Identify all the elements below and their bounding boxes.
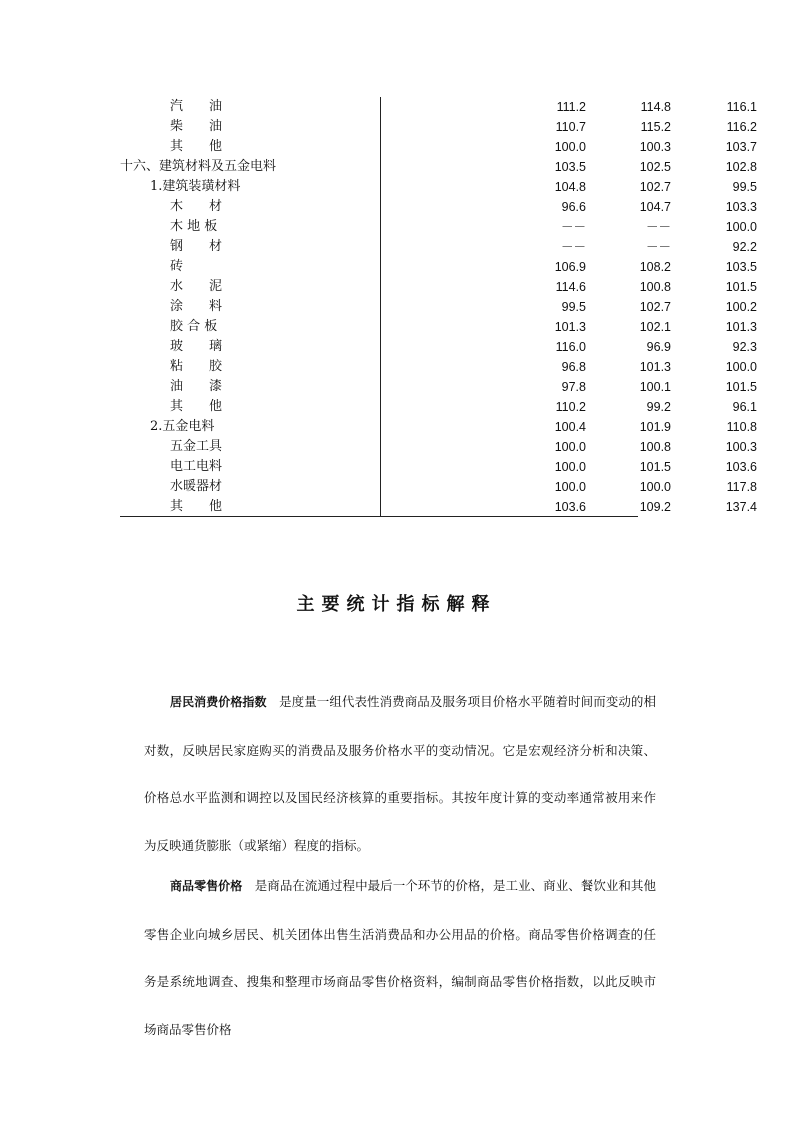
row-value: 114.6 <box>555 280 586 294</box>
row-value: 96.6 <box>561 200 586 214</box>
table-row <box>120 317 757 337</box>
table-row <box>120 497 757 517</box>
row-value: 103.6 <box>554 500 586 514</box>
row-value: 100.3 <box>725 440 757 454</box>
row-value: 100.0 <box>725 360 757 374</box>
row-label: 玻 璃 <box>170 339 223 354</box>
table-row <box>120 337 757 357</box>
table-row <box>120 477 757 497</box>
row-label: 钢 材 <box>170 239 223 254</box>
row-label: 砖 <box>170 259 184 274</box>
table-row <box>120 157 757 177</box>
row-value: 100.0 <box>554 460 586 474</box>
row-value: 100.8 <box>639 440 671 454</box>
table-row <box>120 377 757 397</box>
row-value: 109.2 <box>639 500 671 514</box>
row-label: 油 漆 <box>170 379 223 394</box>
row-value: 110.2 <box>555 400 586 414</box>
row-value: 101.3 <box>725 320 757 334</box>
row-value: 100.1 <box>639 380 671 394</box>
row-label: 2.五金电料 <box>150 419 215 434</box>
row-label: 电工电料 <box>170 459 223 474</box>
row-value: 102.7 <box>639 180 671 194</box>
row-value: 103.6 <box>725 460 757 474</box>
table-bottom-rule <box>120 516 638 517</box>
table-row <box>120 437 757 457</box>
table-row <box>120 357 757 377</box>
table-row <box>120 177 757 197</box>
row-value: 103.3 <box>725 200 757 214</box>
row-value: 103.5 <box>554 160 586 174</box>
row-value: 108.2 <box>639 260 671 274</box>
definition-text: 是商品在流通过程中最后一个环节的价格，是工业、商业、餐饮业和其他零售企业向城乡居民、机关团体出售生活消费品和办公用品的价格。商品零售价格调查的任务是系统地调查、搜集和整理市场商品零售价格资料，编制商品零售价格指数，以此反映市场商品零售价格 <box>144 878 656 1037</box>
row-label: 其 他 <box>170 499 223 514</box>
row-value: 100.8 <box>639 280 671 294</box>
row-label: 十六、建筑材料及五金电料 <box>120 159 277 174</box>
row-label: 1.建筑装璜材料 <box>150 179 241 194</box>
table-row <box>120 297 757 317</box>
row-label: 木 材 <box>170 199 223 214</box>
row-value: 114.8 <box>640 100 671 114</box>
table-row <box>120 137 757 157</box>
row-value: 96.9 <box>646 340 671 354</box>
row-label: 柴 油 <box>170 119 223 134</box>
row-value: 102.1 <box>639 320 671 334</box>
row-label: 木 地 板 <box>170 219 218 234</box>
table-row <box>120 277 757 297</box>
row-value: 101.9 <box>639 420 671 434</box>
row-value: 101.3 <box>639 360 671 374</box>
row-label: 五金工具 <box>170 439 223 454</box>
row-value: 100.2 <box>725 300 757 314</box>
row-label: 其 他 <box>170 139 223 154</box>
row-value: 100.4 <box>554 420 586 434</box>
row-value: 116.0 <box>555 340 586 354</box>
row-value: 100.0 <box>554 140 586 154</box>
table-row <box>120 97 757 117</box>
row-value: 100.0 <box>725 220 757 234</box>
row-value: 106.9 <box>554 260 586 274</box>
row-value: 103.7 <box>725 140 757 154</box>
row-label: 粘 胶 <box>170 359 223 374</box>
row-label: 汽 油 <box>170 99 223 114</box>
table-row <box>120 257 757 277</box>
row-value: 100.3 <box>639 140 671 154</box>
table-row <box>120 237 757 257</box>
row-value: 99.2 <box>646 400 671 414</box>
row-value: 137.4 <box>725 500 757 514</box>
row-value: 110.8 <box>726 420 757 434</box>
row-value: 116.2 <box>726 120 757 134</box>
row-value: 97.8 <box>561 380 586 394</box>
definition-paragraph <box>144 678 656 869</box>
section-title: 主要统计指标解释 <box>296 594 497 614</box>
table-row <box>120 117 757 137</box>
row-label: 胶 合 板 <box>170 319 218 334</box>
row-value: 102.5 <box>639 160 671 174</box>
row-label: 水暖器材 <box>170 479 223 494</box>
row-value: 96.8 <box>561 360 586 374</box>
row-value: 101.3 <box>554 320 586 334</box>
row-value: 117.8 <box>726 480 757 494</box>
column-divider <box>380 97 381 517</box>
row-value: 92.3 <box>732 340 757 354</box>
row-value: 99.5 <box>561 300 586 314</box>
row-value: 100.0 <box>554 440 586 454</box>
row-value: 100.0 <box>639 480 671 494</box>
row-value: 111.2 <box>556 100 586 114</box>
row-value: 100.0 <box>554 480 586 494</box>
row-value: 104.7 <box>639 200 671 214</box>
table-row <box>120 417 757 437</box>
row-value: 99.5 <box>732 180 757 194</box>
definition-term: 商品零售价格 <box>170 879 243 893</box>
row-value: －－ <box>560 240 586 254</box>
row-value: 96.1 <box>732 400 757 414</box>
table-row <box>120 217 757 237</box>
row-value: 101.5 <box>639 460 671 474</box>
row-label: 水 泥 <box>170 279 223 294</box>
row-value: 103.5 <box>725 260 757 274</box>
row-value: 115.2 <box>640 120 671 134</box>
row-value: 101.5 <box>725 380 757 394</box>
row-value: －－ <box>645 240 671 254</box>
row-value: 116.1 <box>726 100 757 114</box>
definition-term: 居民消费价格指数 <box>170 695 267 709</box>
table-row <box>120 457 757 477</box>
row-label: 涂 料 <box>170 299 223 314</box>
row-label: 其 他 <box>170 399 223 414</box>
row-value: 110.7 <box>555 120 586 134</box>
row-value: －－ <box>645 220 671 234</box>
definition-paragraph <box>144 862 656 1053</box>
row-value: 101.5 <box>725 280 757 294</box>
row-value: 104.8 <box>554 180 586 194</box>
row-value: 92.2 <box>732 240 757 254</box>
definition-text: 是度量一组代表性消费商品及服务项目价格水平随着时间而变动的相对数，反映居民家庭购买的消费品及服务价格水平的变动情况。它是宏观经济分析和决策、价格总水平监测和调控以及国民经济核算的重要指标。其按年度计算的变动率通常被用来作为反映通货膨胀（或紧缩）程度的指标。 <box>144 694 656 853</box>
row-value: －－ <box>560 220 586 234</box>
table-row <box>120 197 757 217</box>
table-row <box>120 397 757 417</box>
row-value: 102.8 <box>725 160 757 174</box>
row-value: 102.7 <box>639 300 671 314</box>
